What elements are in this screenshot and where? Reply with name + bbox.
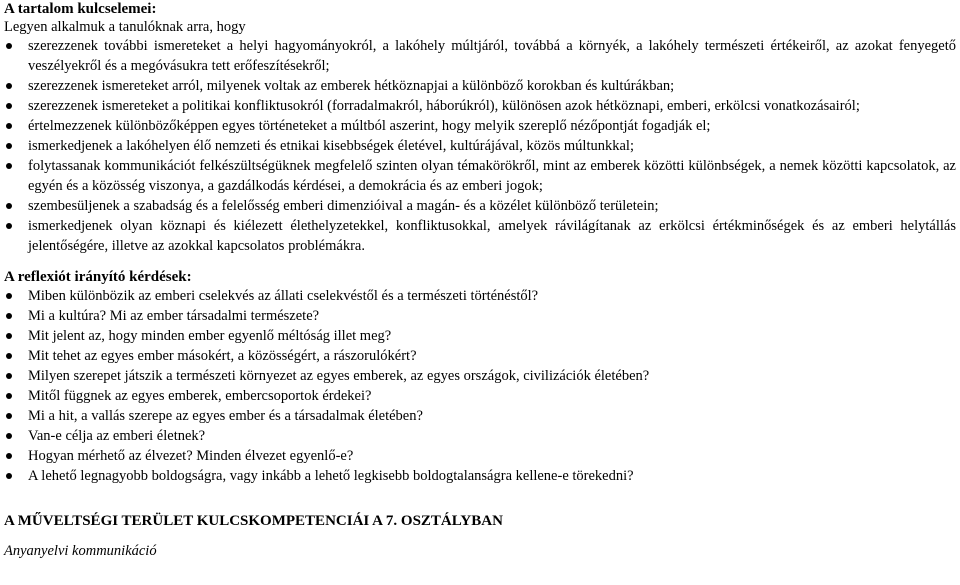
list-item-text: értelmezzenek különbözőképpen egyes történeteket a múltból aszerint, hogy melyik szereplő nézőpontját fogadják el; [28,118,711,134]
bullet-icon [6,143,12,149]
bullet-icon [6,313,12,319]
list-item [4,286,956,306]
list-item [4,466,956,486]
list-item-text: szembesüljenek a szabadság és a felelősség emberi dimenzióival a magán- és a közélet különböző területein; [28,198,659,214]
list-item-text: Mitől függnek az egyes emberek, embercsoportok érdekei? [28,388,372,404]
list-item [4,116,956,136]
bullet-icon [6,43,12,49]
bullet-icon [6,413,12,419]
bullet-icon [6,293,12,299]
bullet-icon [6,123,12,129]
list-item-text: szerezzenek további ismereteket a helyi hagyományokról, a lakóhely múltjáról, továbbá a környék, a lakóhely természeti értékeiről, az azokat fenyegető veszélyekről és a megóvásukra tett erőfeszítésekről; [28,38,956,74]
native-language-communication-subheading: Anyanyelvi kommunikáció [4,543,157,559]
bullet-icon [6,223,12,229]
bullet-icon [6,353,12,359]
list-item [4,156,956,196]
bullet-icon [6,333,12,339]
list-item-text: Mit jelent az, hogy minden ember egyenlő méltóság illet meg? [28,328,392,344]
bullet-icon [6,433,12,439]
bullet-icon [6,203,12,209]
list-item-text: ismerkedjenek olyan köznapi és kiélezett élethelyzetekkel, konfliktusokkal, amelyek rávilágítanak az erkölcsi értékminőségek és az emberi helytállás jelentőségére, illetve az azokkal kapcsolatos problémákra. [28,218,956,254]
list-item [4,426,956,446]
bullet-icon [6,373,12,379]
list-item-text: Hogyan mérhető az élvezet? Minden élvezet egyenlő-e? [28,448,354,464]
document-page [4,0,956,560]
list-item [4,346,956,366]
bullet-icon [6,393,12,399]
bullet-icon [6,103,12,109]
list-item [4,216,956,256]
list-item [4,96,956,116]
list-item [4,326,956,346]
key-competencies-heading: A MŰVELTSÉGI TERÜLET KULCSKOMPETENCIÁI A 7. OSZTÁLYBAN [4,513,503,529]
list-item-text: A lehető legnagyobb boldogságra, vagy inkább a lehető legkisebb boldogtalanságra kellene-e törekedni? [28,468,634,484]
bullet-icon [6,163,12,169]
list-item-text: Milyen szerepet játszik a természeti környezet az egyes emberek, az egyes országok, civilizációk életében? [28,368,650,384]
list-item-text: Van-e célja az emberi életnek? [28,428,206,444]
content-key-elements-heading: A tartalom kulcselemei: [4,1,157,17]
bullet-icon [6,453,12,459]
bullet-icon [6,473,12,479]
bullet-icon [6,83,12,89]
list-item [4,136,956,156]
reflection-questions-heading: A reflexiót irányító kérdések: [4,269,192,285]
list-item-text: szerezzenek ismereteket arról, milyenek voltak az emberek hétköznapjai a különböző korokban és kultúrákban; [28,78,675,94]
content-key-elements-list [4,36,956,256]
list-item [4,386,956,406]
list-item [4,446,956,466]
list-item [4,36,956,76]
list-item [4,366,956,386]
content-intro-text: Legyen alkalmuk a tanulóknak arra, hogy [4,19,246,35]
list-item-text: Mit tehet az egyes ember másokért, a közösségért, a rászorulókért? [28,348,417,364]
list-item-text: Mi a kultúra? Mi az ember társadalmi természete? [28,308,320,324]
list-item-text: Miben különbözik az emberi cselekvés az állati cselekvéstől és a természeti történéstől? [28,288,539,304]
list-item [4,306,956,326]
list-item [4,196,956,216]
list-item-text: folytassanak kommunikációt felkészültségüknek megfelelő szinten olyan témakörökről, mint az emberek közötti különbségek, a nemek közötti kapcsolatok, az egyén és a közösség viszonya, a gazdálkodás kérdései, a demokrácia és az emberi jogok; [28,158,956,194]
reflection-questions-list [4,286,956,486]
list-item-text: ismerkedjenek a lakóhelyen élő nemzeti és etnikai kisebbségek életével, kultúrájával, közös múltunkkal; [28,138,634,154]
list-item [4,76,956,96]
list-item [4,406,956,426]
list-item-text: Mi a hit, a vallás szerepe az egyes ember és a társadalmak életében? [28,408,423,424]
list-item-text: szerezzenek ismereteket a politikai konfliktusokról (forradalmakról, háborúkról), különösen azok hétköznapi, emberi, erkölcsi vonatkozásairól; [28,98,860,114]
